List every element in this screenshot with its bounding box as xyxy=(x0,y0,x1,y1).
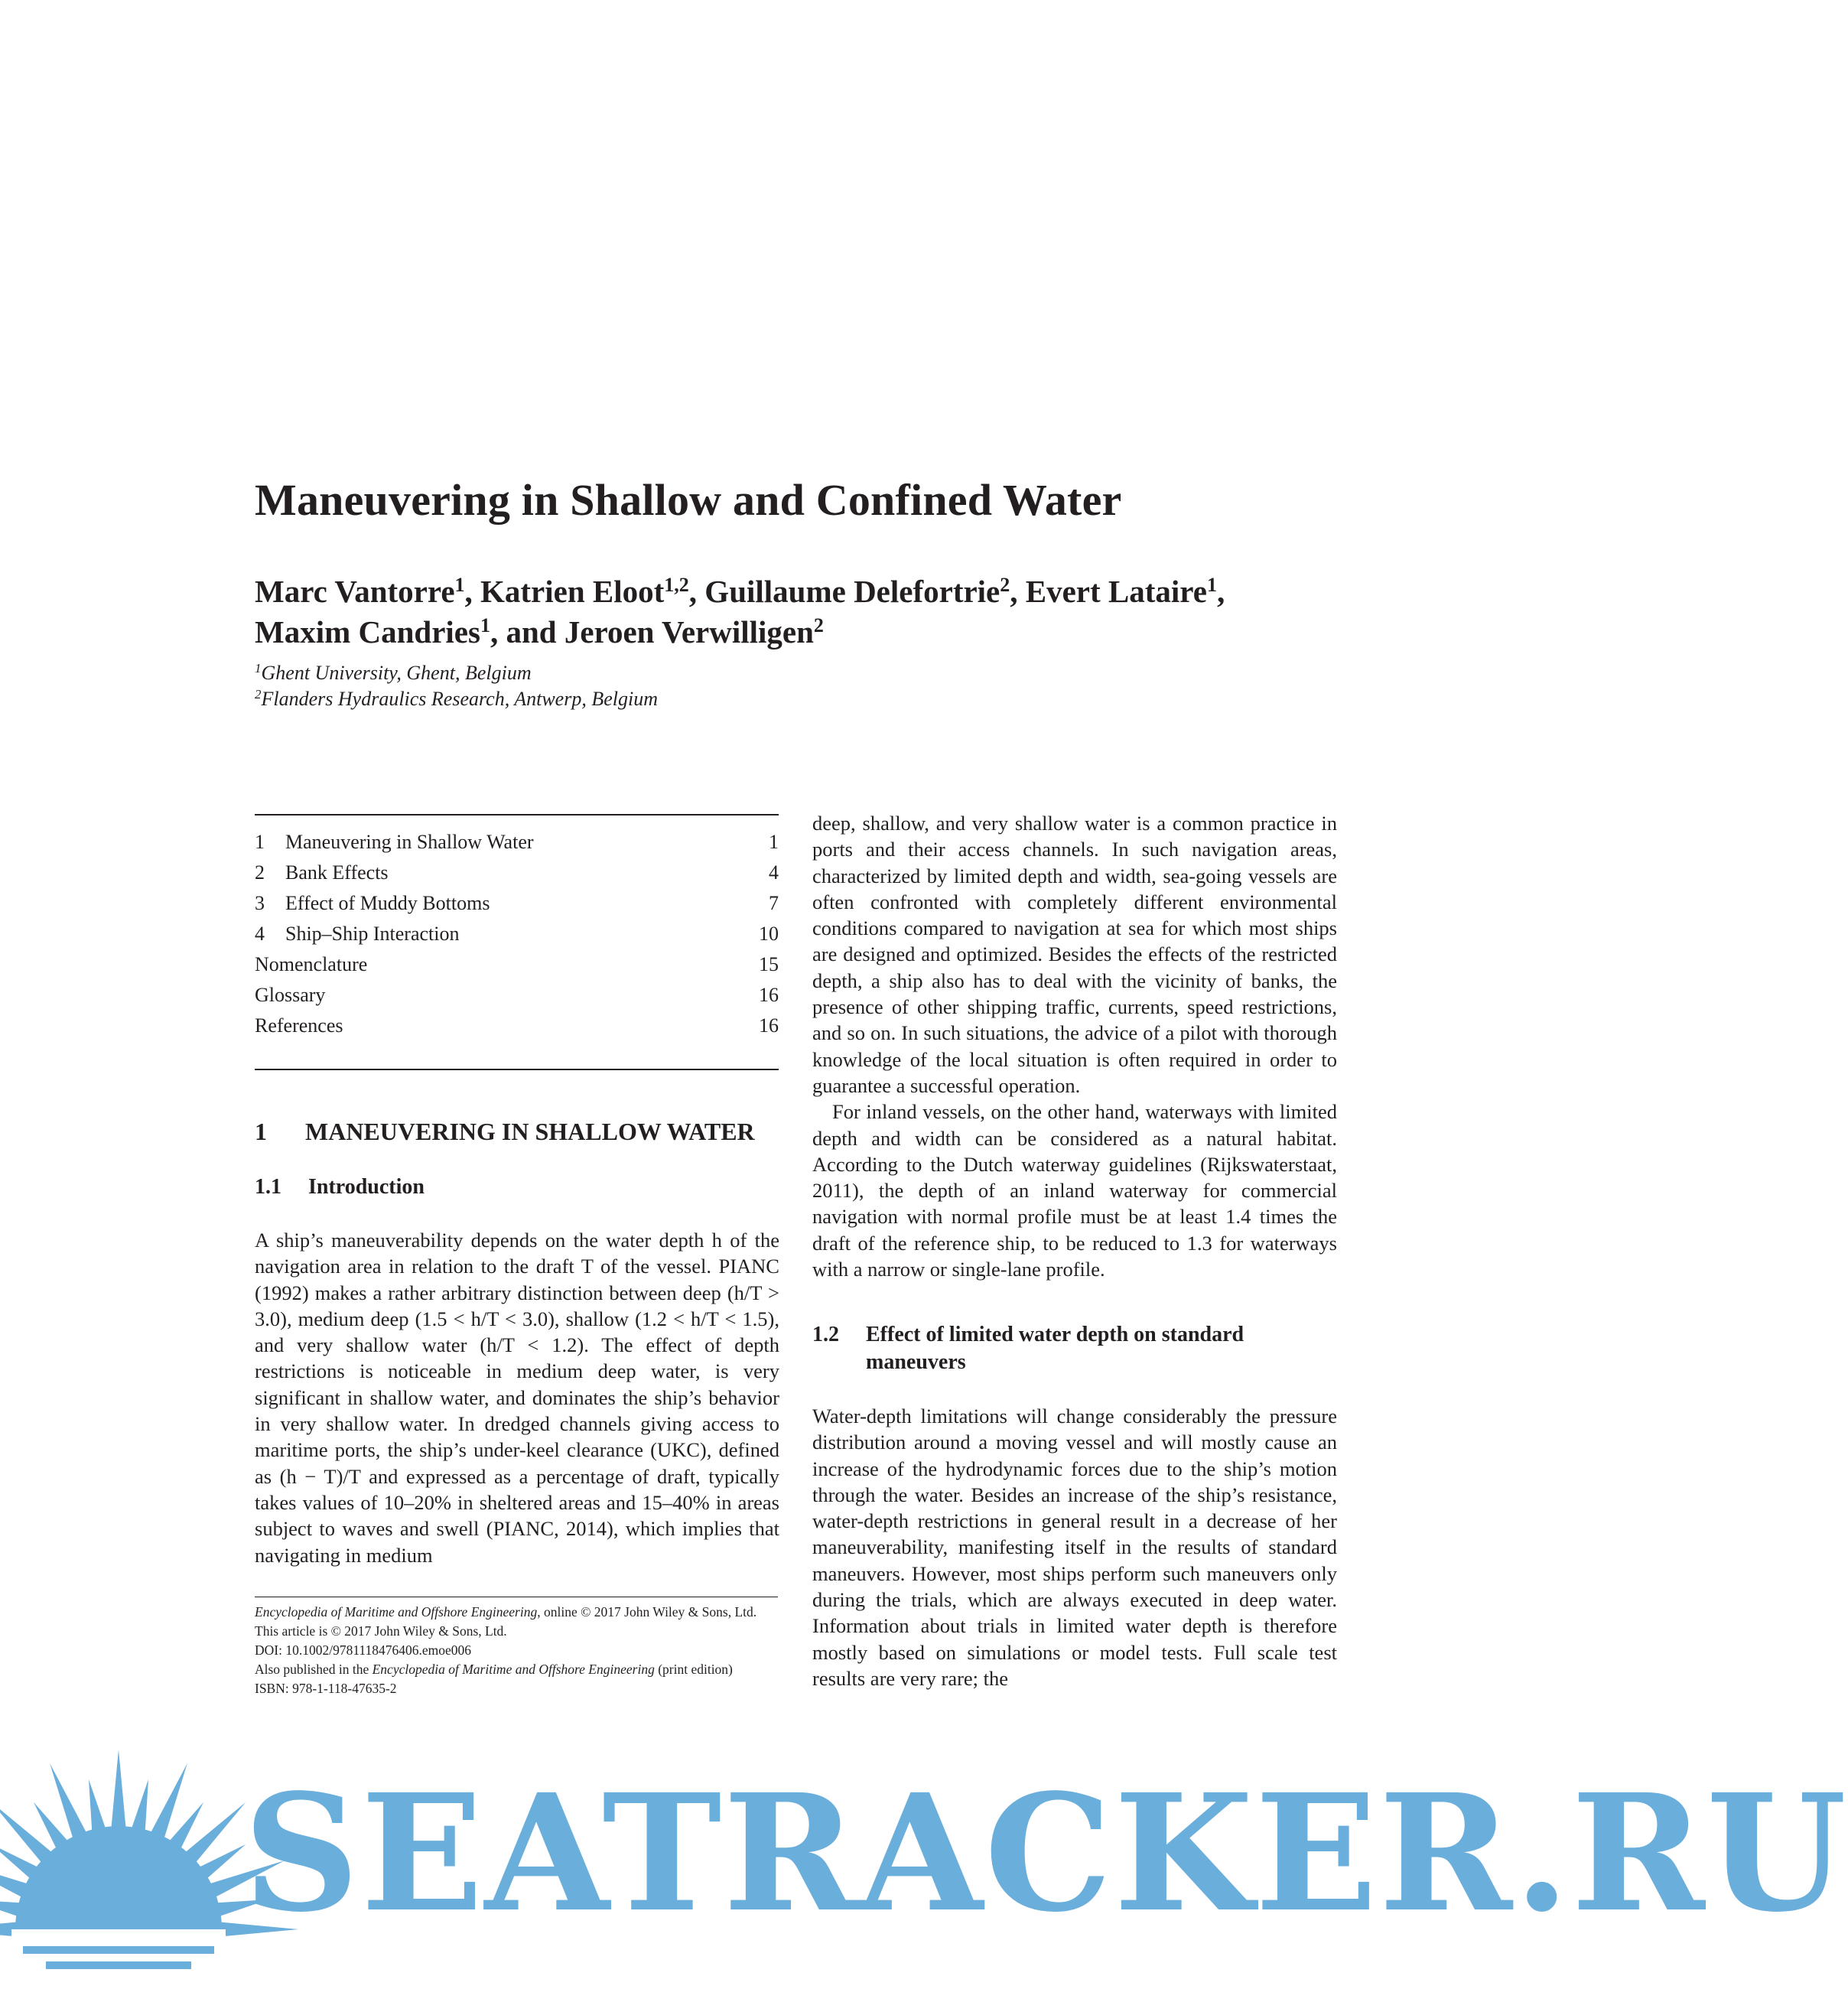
article-title: Maneuvering in Shallow and Confined Water xyxy=(255,475,1122,525)
section-title: MANEUVERING IN SHALLOW WATER xyxy=(305,1118,755,1145)
toc-entry[interactable] xyxy=(255,858,779,888)
author-name: Guillaume Delefortrie xyxy=(704,574,1000,609)
publication-footnote xyxy=(255,1603,782,1698)
right-column-body-continued xyxy=(812,1403,1337,1691)
toc-entry-number: 1 xyxy=(255,831,265,853)
toc-entry-label: References xyxy=(255,1014,343,1037)
toc-bottom-rule xyxy=(255,1069,779,1070)
footnote-text: (print edition) xyxy=(654,1662,733,1677)
left-column-body xyxy=(255,1227,779,1568)
author-separator: , xyxy=(1010,574,1026,609)
watermark-text: SEATRACKER.RU xyxy=(243,1759,1848,1948)
toc-entry-label: Nomenclature xyxy=(255,953,368,975)
paragraph: Water-depth limitations will change considerably the pressure distribution around a moving vessel and will mostly cause an increase of the hydrodynamic forces due to the ship’s motion through the water. Besides an increase of the ship’s resistance, water-depth restrictions in general result in a decrease of her maneuverability, manifesting itself in the results of standard maneuvers. However, most ships perform such maneuvers only during the trials, which are always executed in deep water. Information about trials in limited water depth is therefore mostly based on simulations or model tests. Full scale test results are very rare; the xyxy=(812,1405,1337,1690)
section-1-2-heading xyxy=(812,1321,1302,1376)
toc-entry[interactable] xyxy=(255,980,779,1011)
author-separator: , and xyxy=(490,614,564,649)
toc-entry-label: Maneuvering in Shallow Water xyxy=(285,831,534,853)
author-name: Evert Lataire xyxy=(1025,574,1207,609)
subsection-title: Effect of limited water depth on standard maneuvers xyxy=(866,1323,1244,1374)
footnote-isbn: ISBN: 978-1-118-47635-2 xyxy=(255,1681,397,1696)
author-affiliation-marker: 1,2 xyxy=(664,574,689,596)
subsection-number: 1.1 xyxy=(255,1175,281,1199)
affiliation-2 xyxy=(255,688,658,711)
toc-entry-page: 16 xyxy=(759,1014,779,1037)
toc-entry-page: 1 xyxy=(769,831,779,853)
footnote-text: , online © 2017 John Wiley & Sons, Ltd. xyxy=(537,1604,757,1620)
affiliation-text: Ghent University, Ghent, Belgium xyxy=(261,662,532,684)
toc-top-rule xyxy=(255,814,779,815)
sun-ray xyxy=(110,1750,127,1838)
footnote-journal: Encyclopedia of Maritime and Offshore Engineering xyxy=(255,1604,538,1620)
right-column-body xyxy=(812,810,1337,1282)
toc-entry-label: Bank Effects xyxy=(285,861,389,884)
footnote-line xyxy=(255,1603,782,1622)
author-affiliation-marker: 1 xyxy=(480,614,490,636)
author-affiliation-marker: 2 xyxy=(1000,574,1010,596)
author-name: Katrien Eloot xyxy=(480,574,665,609)
section-1-1-heading xyxy=(255,1174,425,1201)
toc-entry[interactable] xyxy=(255,888,779,919)
author-affiliation-marker: 2 xyxy=(813,614,824,636)
toc-entry-label: Effect of Muddy Bottoms xyxy=(285,892,490,914)
toc-entry-page: 16 xyxy=(759,984,779,1006)
table-of-contents xyxy=(255,827,779,1041)
author-separator: , xyxy=(1216,574,1225,609)
author-affiliation-marker: 1 xyxy=(1206,574,1217,596)
paragraph: A ship’s maneuverability depends on the water depth h of the navigation area in relation to the draft T of the vessel. PIANC (1992) makes a rather arbitrary distinction between deep (h/T > 3.0), medium deep (1.5 < h/T < 3.0), shallow (1.2 < h/T < 1.5), and very shallow water (h/T < 1.2). The effect of depth restrictions is noticeable in medium deep water, is very significant in shallow water, and dominates the ship’s behavior in very shallow water. In dredged channels giving access to maritime ports, the ship’s under-keel clearance (UKC), defined as (h − T)/T and expressed as a percentage of draft, typically takes values of 10–20% in sheltered areas and 15–40% in areas subject to waves and swell (PIANC, 2014), which implies that navigating in medium xyxy=(255,1229,779,1567)
footnote-journal: Encyclopedia of Maritime and Offshore Engineering xyxy=(372,1662,655,1677)
toc-entry[interactable] xyxy=(255,827,779,858)
affiliation-number: 1 xyxy=(255,661,262,675)
author-name: Maxim Candries xyxy=(255,614,480,649)
author-name: Jeroen Verwilligen xyxy=(564,614,814,649)
paragraph: deep, shallow, and very shallow water is a common practice in ports and their access channels. In such navigation areas, characterized by limited depth and width, sea-going vessels are often confronted with completely different environmental conditions compared to navigation at sea for which most ships are designed and optimized. Besides the effects of the restricted depth, a ship also has to deal with the vicinity of banks, the presence of other shipping traffic, currents, speed restrictions, and so on. In such situations, the advice of a pilot with thorough knowledge of the local situation is often required in order to guarantee a successful operation. xyxy=(812,812,1337,1097)
sun-icon xyxy=(0,1746,237,1975)
subsection-title: Introduction xyxy=(308,1175,425,1199)
toc-entry-page: 7 xyxy=(769,892,779,914)
toc-entry-page: 10 xyxy=(759,923,779,945)
subsection-number: 1.2 xyxy=(812,1323,839,1346)
toc-entry-label: Ship–Ship Interaction xyxy=(285,923,460,945)
footnote-text: Also published in the xyxy=(255,1662,373,1677)
affiliation-text: Flanders Hydraulics Research, Antwerp, Belgium xyxy=(261,688,658,710)
footnote-line: This article is © 2017 John Wiley & Sons, Ltd. xyxy=(255,1623,507,1639)
footnote-doi: DOI: 10.1002/9781118476406.emoe006 xyxy=(255,1642,472,1658)
author-separator: , xyxy=(688,574,705,609)
toc-entry-number: 3 xyxy=(255,892,265,914)
section-1-heading xyxy=(255,1118,755,1146)
toc-entry-page: 4 xyxy=(769,861,779,884)
section-number: 1 xyxy=(255,1118,267,1145)
toc-entry-page: 15 xyxy=(759,953,779,975)
author-separator: , xyxy=(464,574,481,609)
author-name: Marc Vantorre xyxy=(255,574,455,609)
toc-entry[interactable] xyxy=(255,919,779,949)
toc-entry[interactable] xyxy=(255,949,779,980)
paragraph: For inland vessels, on the other hand, waterways with limited depth and width can be considered as a natural habitat. According to the Dutch waterway guidelines (Rijkswaterstaat, 2011), the depth of an inland waterway for commercial navigation with normal profile must be at least 1.4 times the draft of the reference ship, to be reduced to 1.3 for waterways with a narrow or single-lane profile. xyxy=(812,1100,1337,1281)
toc-entry-number: 2 xyxy=(255,861,265,884)
author-list xyxy=(255,571,1364,653)
footnote-line xyxy=(255,1660,782,1679)
toc-entry-label: Glossary xyxy=(255,984,326,1006)
author-affiliation-marker: 1 xyxy=(454,574,465,596)
toc-entry[interactable] xyxy=(255,1011,779,1041)
toc-entry-number: 4 xyxy=(255,923,265,945)
affiliation-number: 2 xyxy=(255,687,262,702)
affiliation-1 xyxy=(255,662,532,685)
